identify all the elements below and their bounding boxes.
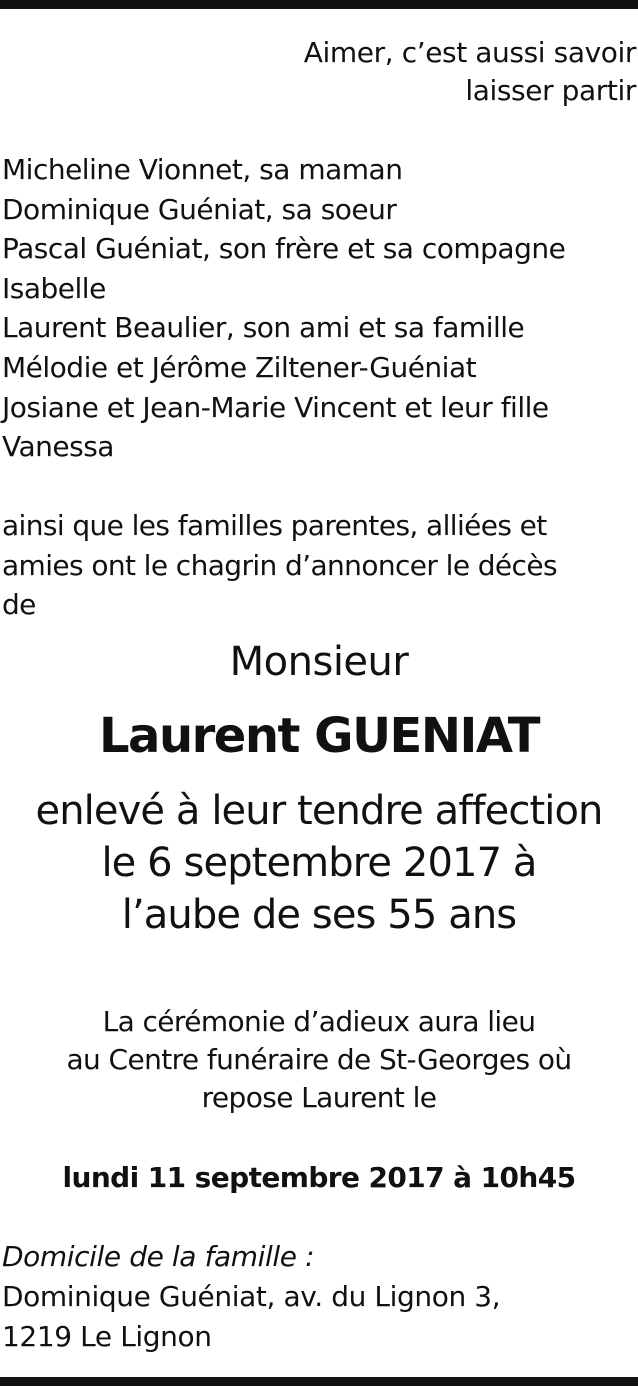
deceased-honorific: Monsieur [229, 639, 409, 685]
family-member-line: Micheline Vionnet, sa maman [2, 153, 403, 186]
quote-line: Aimer, c’est aussi savoir [303, 36, 636, 69]
family-member-line: Laurent Beaulier, son ami et sa famille [2, 311, 525, 345]
ceremony-line: La cérémonie d’adieux aura lieu [102, 1005, 536, 1038]
family-member-line: Vanessa [2, 430, 114, 464]
tribute-line: enlevé à leur tendre affection [35, 788, 603, 834]
family-member-line: Josiane et Jean-Marie Vincent et leur fille [2, 390, 549, 424]
ceremony-info [0, 1003, 638, 1117]
announcement-text [2, 506, 638, 625]
announcement-line: de [2, 588, 36, 622]
ceremony-line: au Centre funéraire de St-Georges où [66, 1043, 572, 1076]
quote-line: laisser partir [465, 74, 636, 107]
domicile-address-line: Dominique Guéniat, av. du Lignon 3, [2, 1280, 501, 1313]
family-member-line: Dominique Guéniat, sa soeur [2, 192, 397, 226]
tribute-line: le 6 septembre 2017 à [101, 840, 537, 886]
tribute-text [0, 785, 638, 941]
family-member-line: Mélodie et Jérôme Ziltener-Guéniat [2, 350, 477, 384]
family-member-line: Isabelle [2, 271, 106, 305]
ceremony-line: repose Laurent le [201, 1081, 437, 1114]
family-member-line: Pascal Guéniat, son frère et sa compagne [2, 232, 566, 266]
tribute-line: l’aube de ses 55 ans [121, 892, 517, 938]
family-domicile [2, 1237, 638, 1357]
bottom-border-rule [0, 1377, 638, 1386]
epigraph-quote [304, 34, 636, 110]
ceremony-date: lundi 11 septembre 2017 à 10h45 [62, 1161, 576, 1194]
family-list [2, 150, 638, 467]
domicile-label: Domicile de la famille : [2, 1240, 315, 1273]
deceased-name: Laurent GUENIAT [98, 708, 540, 764]
announcement-line: amies ont le chagrin d’annoncer le décès [2, 548, 557, 582]
announcement-line: ainsi que les familles parentes, alliées et [2, 509, 547, 542]
domicile-address-line: 1219 Le Lignon [2, 1320, 212, 1353]
top-border-rule [0, 0, 638, 9]
